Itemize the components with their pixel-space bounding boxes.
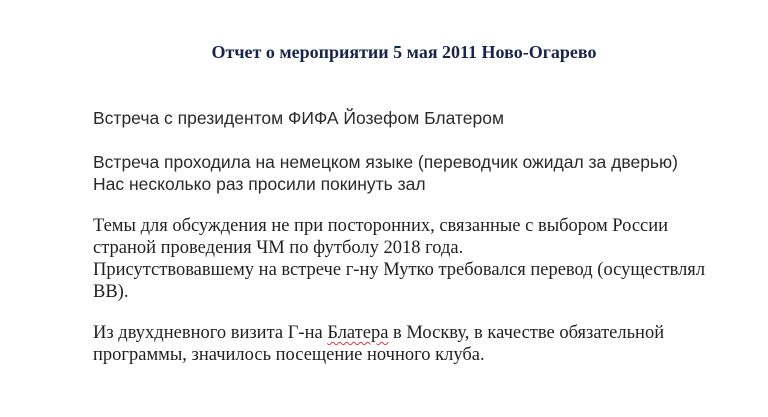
meeting-heading: Встреча с президентом ФИФА Йозефом Блатером xyxy=(93,108,504,128)
document-title: Отчет о мероприятии 5 мая 2011 Ново-Огарево xyxy=(211,42,597,62)
spellcheck-flagged-word[interactable]: Блатера xyxy=(327,323,389,343)
paragraph-3-line-1 xyxy=(93,322,664,344)
paragraph-3-line-2: программы, значилось посещение ночного клуба. xyxy=(93,345,485,365)
paragraph-1-line-1: Встреча проходила на немецком языке (переводчик ожидал за дверью) xyxy=(93,152,678,172)
paragraph-2-line-3: Присутствовавшему на встрече г-ну Мутко требовался перевод (осуществлял xyxy=(93,260,706,280)
paragraph-2-line-2: страной проведения ЧМ по футболу 2018 года. xyxy=(93,238,464,258)
paragraph-1-line-2: Нас несколько раз просили покинуть зал xyxy=(93,174,426,194)
paragraph-3-text-after: в Москву, в качестве обязательной xyxy=(388,323,665,343)
paragraph-2-line-4: ВВ). xyxy=(93,282,129,302)
paragraph-3-text-before: Из двухдневного визита Г-на xyxy=(93,323,328,343)
paragraph-2-line-1: Темы для обсуждения не при посторонних, связанные с выбором России xyxy=(93,216,669,236)
